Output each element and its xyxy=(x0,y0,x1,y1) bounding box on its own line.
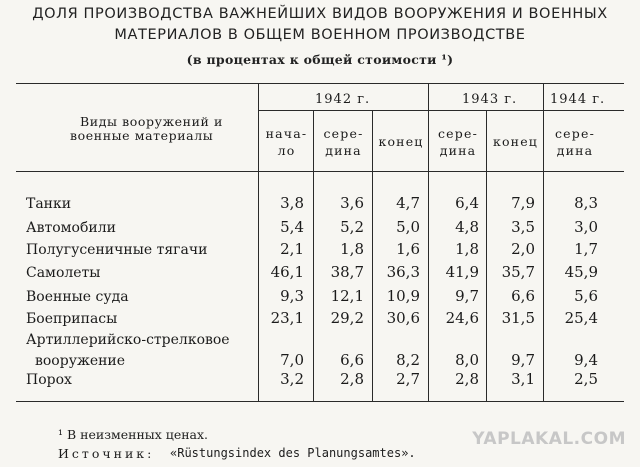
table-cell: 8,0 xyxy=(455,351,479,369)
row-label: Порох xyxy=(26,372,72,388)
row-header-line2: военные материалы xyxy=(70,128,214,143)
table-cell: 8,3 xyxy=(574,194,598,212)
row-label: Полугусеничные тягачи xyxy=(26,242,208,258)
watermark: YAPLAKAL.COM xyxy=(472,429,626,449)
period-1943-mid: сере- дина xyxy=(437,126,479,158)
year-1943: 1943 г. xyxy=(462,92,518,107)
row-label: Военные суда xyxy=(26,289,129,305)
table-cell: 1,8 xyxy=(455,240,479,258)
table-cell: 3,5 xyxy=(511,218,535,236)
table-cell: 2,8 xyxy=(340,370,364,388)
row-label: Автомобили xyxy=(26,220,116,236)
period-1942-mid: сере- дина xyxy=(323,126,364,158)
table-cell: 5,6 xyxy=(574,287,598,305)
period-1942-end: конец xyxy=(378,134,424,149)
table-cell: 9,3 xyxy=(280,287,304,305)
table-cell: 2,8 xyxy=(455,370,479,388)
table-bottom-rule xyxy=(16,401,624,402)
table-cell: 31,5 xyxy=(501,309,535,327)
table-subtitle: (в процентах к общей стоимости ¹) xyxy=(186,52,454,67)
table-cell: 7,0 xyxy=(280,351,304,369)
period-1944-mid: сере- дина xyxy=(554,126,596,158)
table-cell: 4,7 xyxy=(396,194,420,212)
table-cell: 6,4 xyxy=(455,194,479,212)
table-cell: 5,0 xyxy=(396,218,420,236)
row-label: Самолеты xyxy=(26,265,101,281)
footnote: ¹ В неизменных ценах. xyxy=(58,427,209,442)
table-cell: 2,7 xyxy=(396,370,420,388)
table-cell: 41,9 xyxy=(445,263,479,281)
table-cell: 8,2 xyxy=(396,351,420,369)
table-cell: 9,4 xyxy=(574,351,598,369)
table-cell: 45,9 xyxy=(564,263,598,281)
table-cell: 9,7 xyxy=(455,287,479,305)
row-label: Танки xyxy=(26,196,72,212)
col-rule-5 xyxy=(543,83,544,401)
table-cell: 36,3 xyxy=(386,263,420,281)
table-cell: 1,6 xyxy=(396,240,420,258)
table-cell: 2,0 xyxy=(511,240,535,258)
table-cell: 3,0 xyxy=(574,218,598,236)
table-cell: 38,7 xyxy=(330,263,364,281)
table-cell: 23,1 xyxy=(270,309,304,327)
table-cell: 1,8 xyxy=(340,240,364,258)
row-label: Артиллерийско-стрелковое xyxy=(26,332,230,348)
table-cell: 2,1 xyxy=(280,240,304,258)
table-cell: 25,4 xyxy=(564,309,598,327)
table-cell: 3,2 xyxy=(280,370,304,388)
col-rule-3 xyxy=(428,83,429,401)
table-cell: 30,6 xyxy=(386,309,420,327)
table-cell: 4,8 xyxy=(455,218,479,236)
table-cell: 6,6 xyxy=(340,351,364,369)
table-cell: 12,1 xyxy=(330,287,364,305)
row-label-continued: вооружение xyxy=(35,353,126,369)
table-cell: 3,1 xyxy=(511,370,535,388)
table-cell: 5,4 xyxy=(280,218,304,236)
row-label: Боеприпасы xyxy=(26,311,118,327)
table-cell: 7,9 xyxy=(511,194,535,212)
table-cell: 6,6 xyxy=(511,287,535,305)
period-1943-end: конец xyxy=(492,134,539,149)
row-header-line1: Виды вооружений и xyxy=(80,114,223,129)
table-cell: 35,7 xyxy=(501,263,535,281)
header-bottom-rule xyxy=(16,171,624,172)
table-title-line2: МАТЕРИАЛОВ В ОБЩЕМ ВОЕННОМ ПРОИЗВОДСТВЕ xyxy=(114,27,526,43)
year-1942: 1942 г. xyxy=(315,92,371,107)
table-cell: 46,1 xyxy=(270,263,304,281)
period-1942-start: нача- ло xyxy=(265,126,308,158)
table-cell: 10,9 xyxy=(386,287,420,305)
table-cell: 3,6 xyxy=(340,194,364,212)
header-top-rule xyxy=(16,83,624,84)
source-label: Источник: xyxy=(58,446,155,461)
table-cell: 29,2 xyxy=(330,309,364,327)
table-cell: 24,6 xyxy=(445,309,479,327)
table-cell: 1,7 xyxy=(574,240,598,258)
table-cell: 5,2 xyxy=(340,218,364,236)
table-cell: 9,7 xyxy=(511,351,535,369)
table-title-line1: ДОЛЯ ПРОИЗВОДСТВА ВАЖНЕЙШИХ ВИДОВ ВООРУЖЕНИЯ И ВОЕННЫХ xyxy=(32,6,608,22)
table-cell: 3,8 xyxy=(280,194,304,212)
col-rule-1 xyxy=(313,110,314,401)
table-cell: 2,5 xyxy=(574,370,598,388)
source-text: «Rüstungsindex des Planungsamtes». xyxy=(170,446,416,460)
year-1944: 1944 г. xyxy=(550,92,606,107)
